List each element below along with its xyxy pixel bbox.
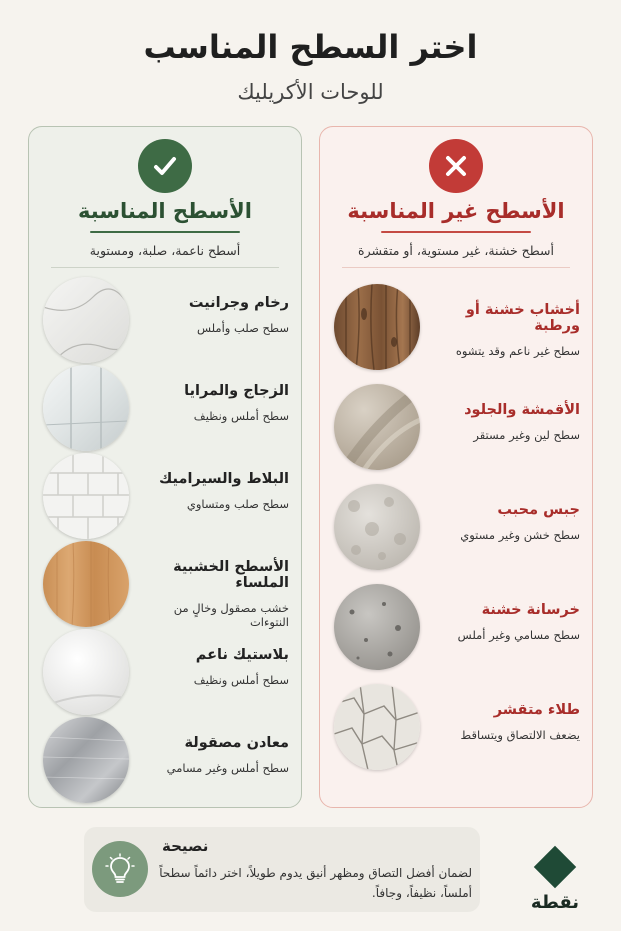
item-desc: سطح أملس ونظيف [193,409,289,423]
rough-wood-texture [334,284,420,370]
list-item [334,584,580,670]
item-name: الزجاج والمرايا [184,383,289,399]
item-desc: سطح لين وغير مستقر [473,428,580,442]
list-item [43,453,289,539]
tip-text: لضمان أفضل التصاق ومظهر أنيق يدوم طويلاً، اختر دائماً سطحاً أملساً، نظيفاً، وجافاً. [159,866,472,900]
item-desc: سطح صلب ومتساوي [186,497,289,511]
tiles-texture [43,453,129,539]
list-item [334,684,580,770]
suitable-divider [51,267,279,268]
list-item [43,629,289,715]
item-name: أخشاب خشنة أو ورطبة [465,302,580,334]
item-desc: سطح أملس ونظيف [193,673,289,687]
item-desc: سطح صلب وأملس [196,321,289,335]
plastic-texture [43,629,129,715]
brand-logo [528,848,582,913]
check-icon [138,139,192,193]
suitable-panel [28,126,302,808]
item-desc: سطح غير ناعم وقد يتشوه [455,344,580,358]
glass-texture [43,365,129,451]
tip-box [84,827,480,912]
list-item [43,365,289,451]
unsuitable-panel [319,126,593,808]
list-item [334,484,580,570]
unsuitable-description: أسطح خشنة، غير مستوية، أو متقشرة [358,243,554,258]
list-item [334,384,580,470]
x-icon [429,139,483,193]
list-item [43,717,289,803]
item-desc: سطح خشن وغير مستوي [460,528,580,542]
brand-name: نقطة [530,892,580,913]
concrete-texture [334,584,420,670]
item-desc: سطح أملس وغير مسامي [166,761,289,775]
fabric-texture [334,384,420,470]
smooth-wood-texture [43,541,129,627]
item-name: معادن مصقولة [184,735,289,751]
item-name: البلاط والسيراميك [159,471,289,487]
suitable-underline [90,231,240,233]
diamond-icon [534,846,576,888]
item-desc: خشب مصقول وخالٍ من النتوءات [173,601,289,629]
item-desc: يضعف الالتصاق ويتساقط [460,728,580,742]
list-item [334,284,580,370]
item-name: رخام وجرانيت [188,295,289,311]
metal-texture [43,717,129,803]
page-title: اختر السطح المناسب [143,28,478,66]
marble-texture [43,277,129,363]
suitable-title: الأسطح المناسبة [78,199,252,223]
peeling-paint-texture [334,684,420,770]
unsuitable-divider [342,267,570,268]
lightbulb-icon [92,841,148,897]
item-name: الأسطح الخشبية الملساء [173,559,289,591]
list-item [43,541,289,627]
suitable-description: أسطح ناعمة، صلبة، ومستوية [89,243,241,258]
item-desc: سطح مسامي وغير أملس [457,628,580,642]
tip-title: نصيحة [162,837,209,855]
item-name: طلاء متقشر [493,702,580,718]
unsuitable-title: الأسطح غير المناسبة [347,199,565,223]
item-name: جبس محبب [497,502,580,518]
list-item [43,277,289,363]
page-subtitle: للوحات الأكريليك [237,80,384,104]
unsuitable-underline [381,231,531,233]
item-name: خرسانة خشنة [481,602,580,618]
item-name: بلاستيك ناعم [195,647,289,663]
item-name: الأقمشة والجلود [464,402,580,418]
plaster-texture [334,484,420,570]
